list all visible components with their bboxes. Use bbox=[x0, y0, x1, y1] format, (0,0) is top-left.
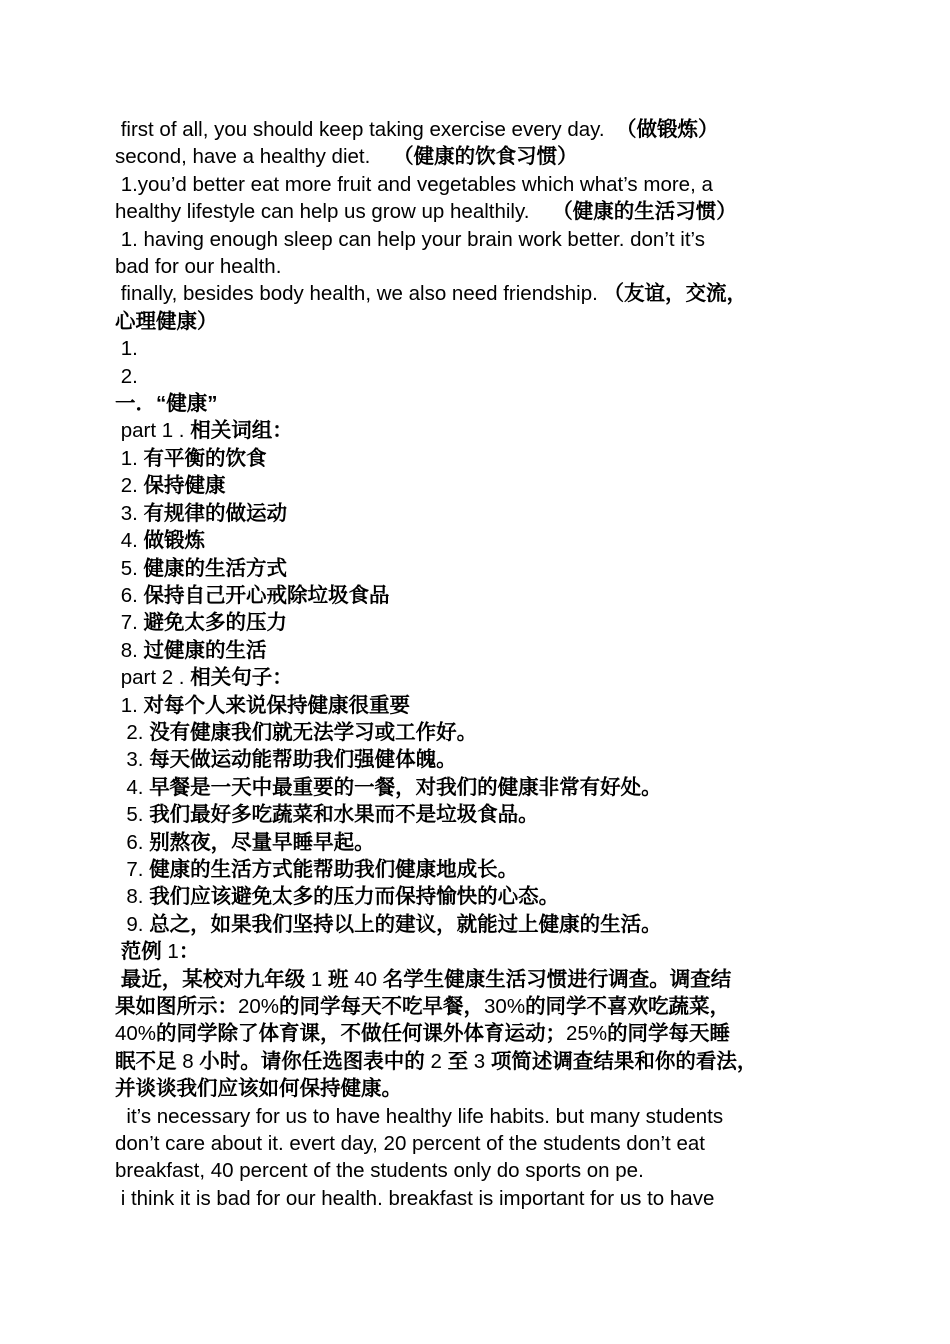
text-run: i think it is bad for our health. breakfast is important for us to have bbox=[115, 1186, 715, 1210]
text-line bbox=[115, 719, 843, 746]
text-run: 1 bbox=[305, 967, 328, 991]
text-run: 健康的生活方式能帮助我们健康地成长。 bbox=[149, 857, 519, 881]
text-line bbox=[115, 1075, 843, 1102]
text-run: 有规律的做运动 bbox=[143, 501, 287, 525]
text-run: 30% bbox=[484, 995, 526, 1018]
text-run: 别熬夜，尽量早睡早起。 bbox=[149, 830, 375, 854]
text-run: 班 bbox=[328, 967, 349, 991]
text-run: 的同学除了体育课，不做任何课外体育运动； bbox=[156, 1022, 567, 1046]
text-run: it’s necessary for us to have healthy life habits. but many students bbox=[115, 1104, 724, 1128]
text-line bbox=[115, 856, 843, 883]
text-line bbox=[115, 582, 843, 609]
text-line bbox=[115, 829, 843, 856]
text-line bbox=[115, 1048, 843, 1075]
text-run: 总之，如果我们坚持以上的建议，就能过上健康的生活。 bbox=[149, 912, 662, 936]
text-run: 1. bbox=[115, 446, 144, 470]
text-run: 9. bbox=[115, 912, 150, 936]
text-line bbox=[115, 883, 843, 910]
text-line bbox=[115, 746, 843, 773]
text-run: （健康的饮食习惯） bbox=[393, 145, 578, 169]
text-run: 避免太多的压力 bbox=[143, 611, 287, 635]
text-run: 的同学每天睡 bbox=[607, 1022, 731, 1046]
text-run: 相关句子： bbox=[190, 666, 293, 690]
text-run: 项简述调查结果和你的看法， bbox=[490, 1049, 758, 1073]
text-line bbox=[115, 390, 843, 417]
text-line bbox=[115, 527, 843, 554]
text-run: 有平衡的饮食 bbox=[143, 446, 267, 470]
text-run: 最近，某校对九年级 bbox=[115, 967, 306, 991]
text-run: 名学生健康生活习惯进行调查。调查结 bbox=[382, 967, 732, 991]
text-run: 8 bbox=[176, 1049, 200, 1073]
text-run: 保持健康 bbox=[143, 474, 226, 498]
text-run: 1.you’d better eat more fruit and vegetables which what’s more, a bbox=[115, 172, 713, 196]
text-run: 7. bbox=[115, 611, 144, 635]
text-run: 对每个人来说保持健康很重要 bbox=[143, 693, 410, 717]
text-line bbox=[115, 911, 843, 938]
text-run: first of all, you should keep taking exercise every day. bbox=[115, 118, 616, 141]
text-line bbox=[115, 445, 843, 472]
text-run: 1. bbox=[115, 693, 144, 717]
document-page bbox=[115, 116, 843, 1212]
text-line bbox=[115, 253, 843, 280]
text-run: 20% bbox=[238, 995, 280, 1018]
text-run: 小时。请你任选图表中的 bbox=[199, 1049, 425, 1073]
text-run: 1 bbox=[161, 940, 179, 964]
text-run: 7. bbox=[115, 857, 150, 881]
text-run: 4. bbox=[115, 775, 150, 799]
text-line bbox=[115, 280, 843, 307]
text-run: 早餐是一天中最重要的一餐，对我们的健康非常有好处。 bbox=[149, 775, 662, 799]
text-run: 过健康的生活 bbox=[143, 638, 267, 662]
text-run: second, have a healthy diet. bbox=[115, 145, 394, 169]
text-line bbox=[115, 938, 843, 965]
text-run: breakfast, 40 percent of the students only do sports on pe. bbox=[115, 1159, 644, 1183]
text-run: 一．“健康” bbox=[115, 392, 218, 416]
text-line bbox=[115, 801, 843, 828]
text-run: 3 bbox=[468, 1049, 491, 1073]
text-run: part 1 . bbox=[115, 419, 191, 443]
text-run: 我们应该避免太多的压力而保持愉快的心态。 bbox=[149, 885, 560, 909]
text-run: 1. having enough sleep can help your brain work better. don’t it’s bbox=[115, 227, 705, 251]
text-line bbox=[115, 1185, 843, 1212]
text-line bbox=[115, 637, 843, 664]
text-run: 2. bbox=[115, 364, 138, 388]
text-run: 40 bbox=[348, 967, 383, 991]
text-line bbox=[115, 1103, 843, 1130]
text-run: 3. bbox=[115, 501, 144, 525]
text-run: 40% bbox=[115, 1022, 157, 1046]
text-line bbox=[115, 226, 843, 253]
text-run: 眠不足 bbox=[115, 1049, 177, 1073]
text-run: 我们最好多吃蔬菜和水果而不是垃圾食品。 bbox=[149, 803, 539, 827]
text-run: 6. bbox=[115, 830, 150, 854]
text-run: （健康的生活习惯） bbox=[552, 200, 737, 224]
text-run: （友谊，交流， bbox=[603, 282, 748, 306]
text-run: 2. bbox=[115, 474, 144, 498]
text-run: 2 bbox=[424, 1049, 448, 1073]
text-run: 1. bbox=[115, 337, 138, 361]
text-run: ： bbox=[178, 940, 200, 964]
text-run: part 2 . bbox=[115, 666, 191, 690]
text-run: 8. bbox=[115, 885, 150, 909]
text-run: 2. bbox=[115, 720, 150, 744]
text-run: 25% bbox=[566, 1022, 608, 1046]
text-run: 没有健康我们就无法学习或工作好。 bbox=[149, 720, 478, 744]
text-line bbox=[115, 198, 843, 225]
text-run: 6. bbox=[115, 583, 144, 607]
text-line bbox=[115, 1157, 843, 1184]
text-run: finally, besides body health, we also need friendship. bbox=[115, 282, 604, 306]
text-run: 果如图所示： bbox=[115, 995, 238, 1018]
text-run: 范例 bbox=[115, 940, 162, 964]
text-run: 并谈谈我们应该如何保持健康。 bbox=[115, 1077, 402, 1101]
text-run: 3. bbox=[115, 748, 150, 772]
text-line bbox=[115, 308, 843, 335]
text-run: 相关词组： bbox=[190, 419, 293, 443]
text-run: 健康的生活方式 bbox=[143, 556, 287, 580]
text-line bbox=[115, 609, 843, 636]
text-line bbox=[115, 116, 843, 143]
text-run: healthy lifestyle can help us grow up healthily. bbox=[115, 200, 553, 224]
text-line bbox=[115, 335, 843, 362]
text-line bbox=[115, 774, 843, 801]
text-line bbox=[115, 993, 843, 1020]
text-line bbox=[115, 417, 843, 444]
text-line bbox=[115, 171, 843, 198]
text-line bbox=[115, 472, 843, 499]
text-line bbox=[115, 1130, 843, 1157]
text-line bbox=[115, 664, 843, 691]
text-run: （做锻炼） bbox=[615, 118, 719, 141]
text-line bbox=[115, 1020, 843, 1047]
text-line bbox=[115, 692, 843, 719]
text-run: 心理健康） bbox=[115, 309, 218, 333]
text-run: 5. bbox=[115, 556, 144, 580]
text-run: bad for our health. bbox=[115, 255, 282, 279]
text-run: 保持自己开心戒除垃圾食品 bbox=[143, 583, 390, 607]
text-run: don’t care about it. evert day, 20 percent of the students don’t eat bbox=[115, 1132, 705, 1156]
text-line bbox=[115, 143, 843, 170]
text-line bbox=[115, 500, 843, 527]
text-line bbox=[115, 363, 843, 390]
text-run: 8. bbox=[115, 638, 144, 662]
text-run: 每天做运动能帮助我们强健体魄。 bbox=[149, 748, 457, 772]
text-line bbox=[115, 966, 843, 993]
text-run: 做锻炼 bbox=[143, 529, 205, 553]
text-run: 5. bbox=[115, 803, 150, 827]
text-run: 至 bbox=[447, 1049, 469, 1073]
text-run: 的同学每天不吃早餐， bbox=[279, 995, 485, 1018]
text-run: 的同学不喜欢吃蔬菜， bbox=[525, 995, 731, 1018]
text-run: 4. bbox=[115, 529, 144, 553]
text-line bbox=[115, 555, 843, 582]
